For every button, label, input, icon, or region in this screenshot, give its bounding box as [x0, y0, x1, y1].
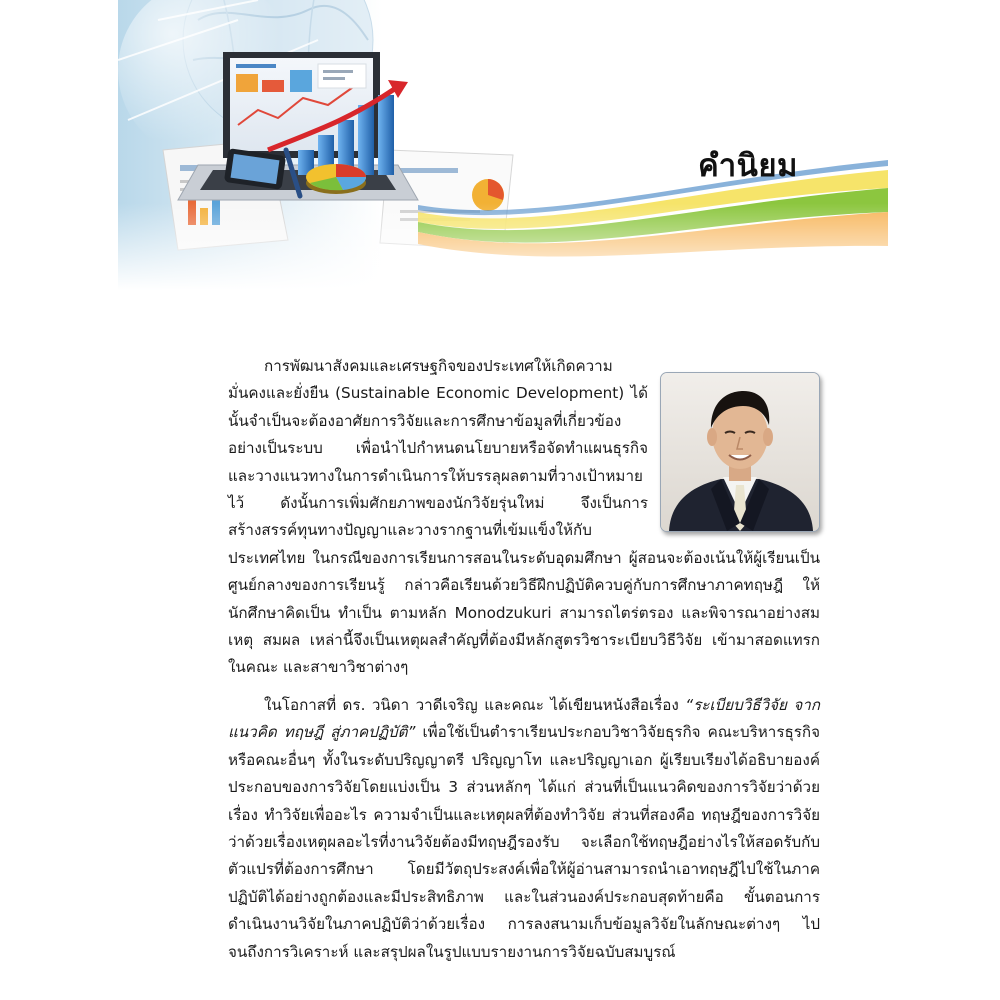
paragraph-2-rest: เพื่อใช้เป็นตำราเรียนประกอบวิชาวิจัยธุรกิจ คณะบริหารธุรกิจ หรือคณะอื่นๆ ทั้งในระดับปริญญาตรี ปริญญาโท และปริญญาเอก ผู้เรียบเรียงได้อธิบายองค์ประกอบของการวิจัยโดยแบ่งเป็น 3 ส่วนหลักๆ ได้แก่ ส่วนที่เป็นแนวคิดของการวิจัยว่าด้วยเรื่อง ทำวิจัยเพื่ออะไร ความจำเป็นและเหตุผลที่ต้องทำวิจัย ส่วนที่สองคือ ทฤษฎีของการวิจัย ว่าด้วยเรื่องเหตุผลอะไรที่งานวิจัยต้องมีทฤษฎีรองรับ จะเลือกใช้ทฤษฎีอย่างไรให้สอดรับกับตัวแปรที่ต้องการศึกษา โดยมีวัตถุประสงค์เพื่อให้ผู้อ่านสามารถนำเอาทฤษฎีไปใช้ในภาคปฏิบัติได้อย่างถูกต้องและมีประสิทธิภาพ และในส่วนองค์ประกอบสุดท้ายคือ ขั้นตอนการดำเนินงานวิจัยในภาคปฏิบัติว่าด้วยเรื่อง การลงสนามเก็บข้อมูลวิจัยในลักษณะต่างๆ ไปจนถึงการวิเคราะห์ และสรุปผลในรูปแบบรายงานการวิจัยฉบับสมบูรณ์ — [228, 723, 820, 961]
page-title: คำนิยม — [698, 148, 798, 184]
foreword-content — [228, 353, 820, 966]
author-portrait — [660, 372, 820, 532]
book-title: “ระเบียบวิธีวิจัย จากแนวคิด ทฤษฎี สู่ภาคปฏิบัติ” — [228, 695, 820, 742]
header-banner — [118, 0, 888, 290]
foreword-paragraph-1: การพัฒนาสังคมและเศรษฐกิจของประเทศให้เกิดความมั่นคงและยั่งยืน (Sustainable Economic Development) ได้นั้นจำเป็นจะต้องอาศัยการวิจัยและการศึกษาข้อมูลที่เกี่ยวข้องอย่างเป็นระบบ เพื่อนำไปกำหนดนโยบายหรือจัดทำแผนธุรกิจ และวางแนวทางในการดำเนินการให้บรรลุผลตามที่วางเป้าหมายไว้ ดังนั้นการเพิ่มศักยภาพของนักวิจัยรุ่นใหม่ จึงเป็นการสร้างสรรค์ทุนทางปัญญาและวางรากฐานที่เข้มแข็งให้กับประเทศไทย ในกรณีของการเรียนการสอนในระดับอุดมศึกษา ผู้สอนจะต้องเน้นให้ผู้เรียนเป็นศูนย์กลางของการเรียนรู้ กล่าวคือเรียนด้วยวิธีฝึกปฏิบัติควบคู่กับการศึกษาภาคทฤษฎี ให้นักศึกษาคิดเป็น ทำเป็น ตามหลัก Monodzukuri สามารถไตร่ตรอง และพิจารณาอย่างสมเหตุ สมผล เหล่านี้จึงเป็นเหตุผลสำคัญที่ต้องมีหลักสูตรวิชาระเบียบวิธีวิจัย เข้ามาสอดแทรกในคณะ และสาขาวิชาต่างๆ — [228, 357, 820, 677]
person-portrait-icon — [661, 373, 819, 531]
foreword-paragraph-2 — [228, 692, 820, 966]
paragraph-2-intro: ในโอกาสที่ ดร. วนิดา วาดีเจริญ และคณะ ได้เขียนหนังสือเรื่อง — [264, 695, 686, 714]
